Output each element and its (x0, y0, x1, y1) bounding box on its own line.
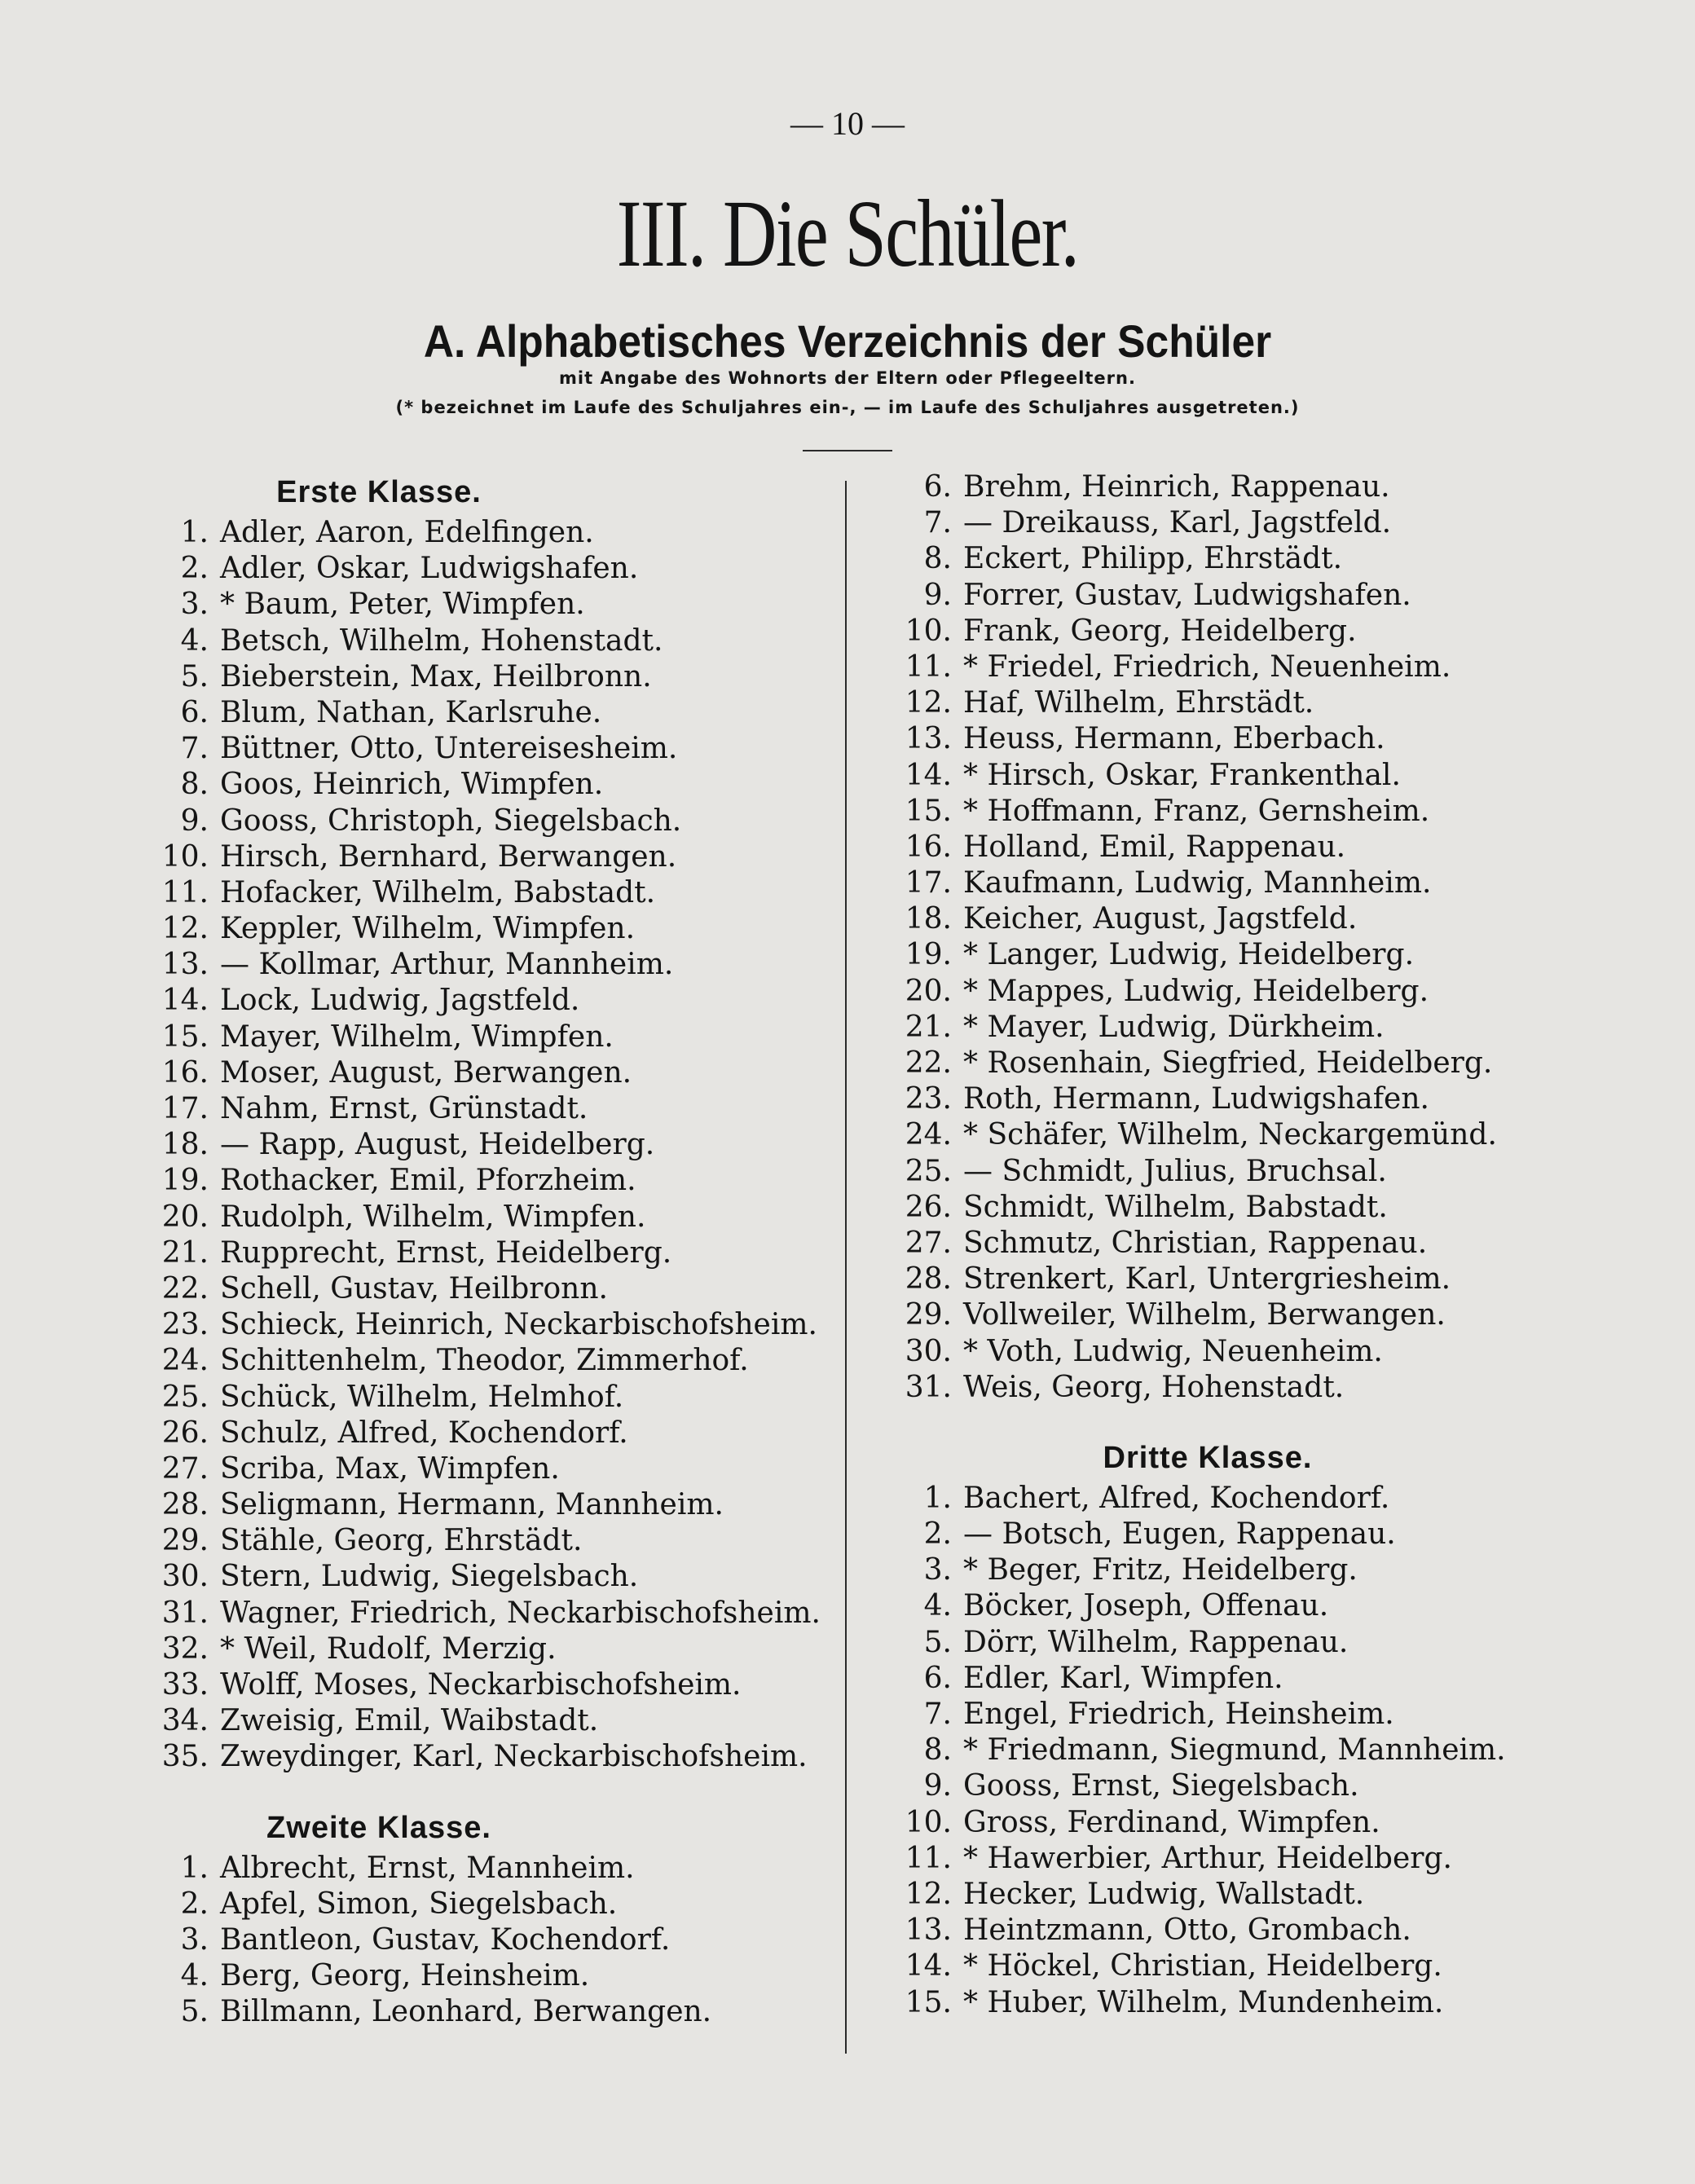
student-entry (882, 1625, 1656, 1661)
student-entry (882, 1046, 1656, 1081)
entry-number: 24. (905, 1118, 952, 1152)
entry-number: 9. (923, 1769, 952, 1803)
entry-number: 5. (180, 659, 209, 694)
student-entry (882, 1948, 1656, 1984)
student-name: Hofacker, Wilhelm, Babstadt. (220, 875, 656, 909)
section-title: A. Alphabetisches Verzeichnis der Schüler (423, 315, 1272, 367)
entry-number: 20. (905, 974, 952, 1008)
student-entry (139, 839, 913, 875)
student-entry (882, 1117, 1656, 1153)
student-entry (139, 983, 913, 1019)
student-name: Keicher, August, Jagstfeld. (963, 902, 1358, 936)
student-name: Nahm, Ernst, Grünstadt. (220, 1092, 588, 1125)
entry-number: 33. (161, 1668, 209, 1702)
subtitle-legend: (* bezeichnet im Laufe des Schuljahres ein-, — im Laufe des Schuljahres ausgetreten.) (395, 398, 1300, 417)
student-entry (882, 578, 1656, 614)
student-name: Adler, Aaron, Edelfingen. (220, 516, 594, 549)
student-name: Gross, Ferdinand, Wimpfen. (963, 1805, 1380, 1839)
entry-number: 2. (180, 552, 209, 586)
student-entry (882, 1841, 1656, 1877)
student-entry (882, 865, 1656, 901)
entry-number: 21. (161, 1235, 209, 1270)
student-entry (882, 1768, 1656, 1804)
student-name: Schmidt, Wilhelm, Babstadt. (963, 1190, 1388, 1224)
student-name: Zweydinger, Karl, Neckarbischofsheim. (220, 1740, 808, 1774)
student-name: Schulz, Alfred, Kochendorf. (220, 1416, 628, 1450)
entry-number: 2. (180, 1887, 209, 1921)
student-name: Roth, Hermann, Ludwigshafen. (963, 1082, 1429, 1116)
student-name: Engel, Friedrich, Heinsheim. (963, 1697, 1394, 1731)
entry-number: 20. (161, 1200, 209, 1234)
student-name: Betsch, Wilhelm, Hohenstadt. (220, 623, 663, 658)
student-entry (139, 1667, 913, 1703)
student-name: Vollweiler, Wilhelm, Berwangen. (963, 1298, 1446, 1332)
student-name: Holland, Emil, Rappenau. (963, 830, 1346, 864)
entry-number: 31. (161, 1596, 209, 1630)
entry-number: 30. (905, 1334, 952, 1368)
student-name: Schieck, Heinrich, Neckarbischofsheim. (220, 1308, 817, 1342)
student-entry (882, 1661, 1656, 1697)
student-name: Blum, Nathan, Karlsruhe. (220, 695, 602, 729)
student-name: — Rapp, August, Heidelberg. (220, 1128, 655, 1162)
left-column (139, 469, 913, 2031)
page-title: III. Die Schüler. (616, 180, 1079, 287)
entry-number: 23. (161, 1308, 209, 1342)
student-name: Gooss, Ernst, Siegelsbach. (963, 1769, 1359, 1803)
entry-number: 9. (180, 804, 209, 838)
entry-number: 6. (923, 1661, 952, 1695)
student-entry (882, 1805, 1656, 1841)
student-name: — Kollmar, Arthur, Mannheim. (220, 948, 674, 982)
entry-number: 26. (905, 1190, 952, 1224)
student-name: * Hawerbier, Arthur, Heidelberg. (963, 1841, 1452, 1875)
student-entry (882, 541, 1656, 577)
entry-number: 31. (905, 1370, 952, 1404)
student-name: Strenkert, Karl, Untergriesheim. (963, 1262, 1451, 1297)
entry-number: 1. (180, 1851, 209, 1885)
student-name: Rothacker, Emil, Pforzheim. (220, 1164, 636, 1198)
student-entry (882, 758, 1656, 794)
entry-number: 19. (161, 1164, 209, 1198)
student-entry (882, 721, 1656, 757)
student-entry (882, 901, 1656, 937)
student-name: Mayer, Wilhelm, Wimpfen. (220, 1019, 614, 1054)
student-entry (882, 685, 1656, 721)
student-entry (882, 1154, 1656, 1190)
student-name: Lock, Ludwig, Jagstfeld. (220, 984, 580, 1018)
entry-number: 10. (905, 1805, 952, 1839)
student-name: Brehm, Heinrich, Rappenau. (963, 470, 1390, 504)
entry-number: 14. (161, 984, 209, 1018)
entry-number: 27. (905, 1226, 952, 1260)
student-name: Hirsch, Bernhard, Berwangen. (220, 839, 677, 874)
student-name: * Mayer, Ludwig, Dürkheim. (963, 1010, 1385, 1044)
student-name: Berg, Georg, Heinsheim. (220, 1959, 590, 1993)
entry-number: 25. (905, 1154, 952, 1188)
student-name: Albrecht, Ernst, Mannheim. (220, 1851, 635, 1885)
student-name: * Weil, Rudolf, Merzig. (220, 1631, 557, 1666)
student-entry (139, 1307, 913, 1343)
section-gap (882, 1406, 1656, 1435)
entry-number: 9. (923, 578, 952, 612)
entry-number: 13. (161, 948, 209, 982)
student-name: Bantleon, Gustav, Kochendorf. (220, 1922, 671, 1957)
entry-number: 12. (161, 912, 209, 946)
student-entry (882, 1081, 1656, 1117)
entry-number: 16. (161, 1055, 209, 1090)
entry-number: 15. (905, 1985, 952, 2019)
student-name: Böcker, Joseph, Offenau. (963, 1589, 1329, 1623)
student-entry (139, 1631, 913, 1667)
student-name: * Hirsch, Oskar, Frankenthal. (963, 758, 1401, 792)
student-entry (139, 1416, 913, 1451)
student-name: * Hoffmann, Franz, Gernsheim. (963, 794, 1430, 828)
student-name: * Friedel, Friedrich, Neuenheim. (963, 649, 1451, 684)
entry-number: 7. (923, 1697, 952, 1731)
entry-number: 26. (161, 1416, 209, 1450)
student-name: Wolff, Moses, Neckarbischofsheim. (220, 1668, 742, 1702)
entry-number: 32. (161, 1631, 209, 1666)
student-name: Schmutz, Christian, Rappenau. (963, 1226, 1428, 1260)
student-entry (139, 1887, 913, 1922)
entry-number: 29. (905, 1298, 952, 1332)
student-entry (139, 1922, 913, 1958)
student-name: Zweisig, Emil, Waibstadt. (220, 1704, 599, 1738)
student-entry (882, 1517, 1656, 1552)
student-name: Haf, Wilhelm, Ehrstädt. (963, 686, 1314, 720)
entry-number: 14. (905, 1949, 952, 1984)
student-entry (139, 947, 913, 983)
student-name: Weis, Georg, Hohenstadt. (963, 1370, 1345, 1404)
entry-number: 16. (905, 830, 952, 864)
student-entry (139, 551, 913, 587)
student-entry (882, 1226, 1656, 1262)
student-entry (139, 1127, 913, 1163)
entry-number: 4. (180, 1959, 209, 1993)
student-entry (139, 1380, 913, 1416)
student-name: Wagner, Friedrich, Neckarbischofsheim. (220, 1596, 821, 1630)
student-name: Forrer, Gustav, Ludwigshafen. (963, 578, 1411, 612)
student-entry (882, 1985, 1656, 2021)
student-entry (882, 1190, 1656, 1226)
entry-number: 34. (161, 1704, 209, 1738)
student-entry (139, 1994, 913, 2030)
entry-number: 6. (923, 470, 952, 504)
entry-number: 7. (923, 506, 952, 540)
entry-number: 35. (161, 1740, 209, 1774)
student-entry (139, 731, 913, 767)
entry-number: 17. (905, 866, 952, 900)
student-entry (139, 623, 913, 659)
student-entry (882, 1334, 1656, 1370)
student-entry (882, 649, 1656, 685)
entry-number: 1. (180, 516, 209, 549)
entry-number: 22. (905, 1046, 952, 1080)
entry-number: 3. (180, 1922, 209, 1957)
student-entry (882, 1913, 1656, 1948)
student-name: Keppler, Wilhelm, Wimpfen. (220, 912, 636, 946)
title-rule (803, 450, 892, 451)
class-heading: Dritte Klasse. (1103, 1440, 1313, 1475)
student-name: Rupprecht, Ernst, Heidelberg. (220, 1235, 672, 1270)
student-name: Bieberstein, Max, Heilbronn. (220, 659, 652, 694)
student-entry (139, 1739, 913, 1775)
entry-number: 21. (905, 1010, 952, 1044)
student-name: * Baum, Peter, Wimpfen. (220, 588, 585, 622)
page-number: — 10 — (790, 105, 905, 142)
student-name: * Beger, Fritz, Heidelberg. (963, 1553, 1358, 1587)
student-entry (882, 469, 1656, 505)
student-entry (139, 587, 913, 623)
entry-number: 29. (161, 1524, 209, 1558)
entry-number: 27. (161, 1451, 209, 1486)
student-entry (139, 1487, 913, 1523)
entry-number: 17. (161, 1092, 209, 1125)
student-entry (139, 1703, 913, 1739)
class-heading: Zweite Klasse. (266, 1810, 491, 1845)
entry-number: 18. (905, 902, 952, 936)
student-entry (139, 515, 913, 551)
student-entry (882, 794, 1656, 830)
student-entry (139, 1596, 913, 1631)
student-name: Büttner, Otto, Untereisesheim. (220, 732, 678, 766)
entry-number: 18. (161, 1128, 209, 1162)
entry-number: 11. (905, 649, 952, 684)
student-entry (882, 1010, 1656, 1046)
student-name: Gooss, Christoph, Siegelsbach. (220, 804, 682, 838)
entry-number: 8. (923, 1733, 952, 1768)
student-name: Adler, Oskar, Ludwigshafen. (220, 552, 639, 586)
entry-number: 7. (180, 732, 209, 766)
entry-number: 12. (905, 686, 952, 720)
entry-number: 2. (923, 1517, 952, 1552)
entry-number: 15. (161, 1019, 209, 1054)
entry-number: 12. (905, 1877, 952, 1911)
entry-number: 4. (180, 623, 209, 658)
student-entry (139, 695, 913, 731)
student-entry (139, 1559, 913, 1595)
student-name: Scriba, Max, Wimpfen. (220, 1451, 560, 1486)
right-column (882, 469, 1656, 2021)
entry-number: 1. (923, 1481, 952, 1515)
student-name: Frank, Georg, Heidelberg. (963, 614, 1357, 648)
entry-number: 19. (905, 938, 952, 972)
student-entry (139, 1163, 913, 1199)
student-entry (139, 1343, 913, 1379)
section-gap (139, 1776, 913, 1805)
entry-number: 11. (161, 875, 209, 909)
student-entry (882, 1697, 1656, 1733)
subtitle-residence-note: mit Angabe des Wohnorts der Eltern oder Pflegeeltern. (559, 368, 1136, 388)
student-entry (882, 830, 1656, 865)
entry-number: 30. (161, 1560, 209, 1594)
entry-number: 8. (180, 768, 209, 802)
student-name: Billmann, Leonhard, Berwangen. (220, 1995, 712, 2029)
student-name: Bachert, Alfred, Kochendorf. (963, 1481, 1390, 1515)
student-name: Eckert, Philipp, Ehrstädt. (963, 542, 1343, 576)
student-entry (139, 1235, 913, 1271)
student-name: * Langer, Ludwig, Heidelberg. (963, 938, 1415, 972)
entry-number: 8. (923, 542, 952, 576)
student-name: — Schmidt, Julius, Bruchsal. (963, 1154, 1387, 1188)
student-entry (882, 1733, 1656, 1768)
student-entry (139, 1451, 913, 1487)
student-name: * Friedmann, Siegmund, Mannheim. (963, 1733, 1506, 1768)
student-entry (882, 1370, 1656, 1406)
student-name: Stähle, Georg, Ehrstädt. (220, 1524, 583, 1558)
student-entry (139, 1851, 913, 1887)
student-entry (882, 1297, 1656, 1333)
student-entry (882, 1588, 1656, 1624)
student-name: Seligmann, Hermann, Mannheim. (220, 1488, 724, 1522)
student-entry (139, 1200, 913, 1235)
student-entry (882, 505, 1656, 541)
student-name: * Huber, Wilhelm, Mundenheim. (963, 1985, 1444, 2019)
entry-number: 24. (161, 1344, 209, 1378)
student-name: — Dreikauss, Karl, Jagstfeld. (963, 506, 1392, 540)
student-entry (139, 1958, 913, 1994)
student-entry (139, 1271, 913, 1307)
entry-number: 28. (161, 1488, 209, 1522)
student-name: Schittenhelm, Theodor, Zimmerhof. (220, 1344, 749, 1378)
student-name: * Voth, Ludwig, Neuenheim. (963, 1334, 1383, 1368)
student-entry (139, 875, 913, 911)
student-entry (139, 1091, 913, 1127)
student-entry (139, 659, 913, 695)
student-name: Heuss, Hermann, Eberbach. (963, 722, 1385, 756)
entry-number: 11. (905, 1841, 952, 1875)
student-name: Dörr, Wilhelm, Rappenau. (963, 1625, 1349, 1659)
entry-number: 14. (905, 758, 952, 792)
student-name: Moser, August, Berwangen. (220, 1055, 632, 1090)
student-name: Rudolph, Wilhelm, Wimpfen. (220, 1200, 646, 1234)
student-name: Schück, Wilhelm, Helmhof. (220, 1380, 624, 1414)
student-name: * Schäfer, Wilhelm, Neckargemünd. (963, 1118, 1497, 1152)
entry-number: 23. (905, 1082, 952, 1116)
student-name: Hecker, Ludwig, Wallstadt. (963, 1877, 1365, 1911)
student-entry (139, 1055, 913, 1091)
entry-number: 5. (923, 1625, 952, 1659)
student-entry (139, 1523, 913, 1559)
entry-number: 3. (180, 588, 209, 622)
entry-number: 10. (905, 614, 952, 648)
student-entry (139, 1019, 913, 1055)
student-entry (882, 1262, 1656, 1297)
student-name: * Rosenhain, Siegfried, Heidelberg. (963, 1046, 1493, 1080)
student-name: Stern, Ludwig, Siegelsbach. (220, 1560, 639, 1594)
entry-number: 28. (905, 1262, 952, 1297)
student-entry (882, 937, 1656, 973)
entry-number: 13. (905, 1913, 952, 1948)
student-name: Edler, Karl, Wimpfen. (963, 1661, 1283, 1695)
entry-number: 13. (905, 722, 952, 756)
student-entry (882, 1481, 1656, 1517)
student-entry (139, 911, 913, 947)
student-entry (139, 767, 913, 803)
student-name: Apfel, Simon, Siegelsbach. (220, 1887, 618, 1921)
entry-number: 4. (923, 1589, 952, 1623)
student-entry (139, 804, 913, 839)
student-entry (882, 974, 1656, 1010)
entry-number: 22. (161, 1271, 209, 1306)
student-entry (882, 614, 1656, 649)
student-entry (882, 1877, 1656, 1913)
class-heading: Erste Klasse. (276, 475, 482, 509)
student-entry (882, 1552, 1656, 1588)
student-name: * Höckel, Christian, Heidelberg. (963, 1949, 1442, 1984)
entry-number: 10. (161, 839, 209, 874)
student-name: Schell, Gustav, Heilbronn. (220, 1271, 608, 1306)
entry-number: 15. (905, 794, 952, 828)
entry-number: 6. (180, 695, 209, 729)
student-name: — Botsch, Eugen, Rappenau. (963, 1517, 1396, 1552)
entry-number: 3. (923, 1553, 952, 1587)
student-name: Goos, Heinrich, Wimpfen. (220, 768, 604, 802)
student-name: * Mappes, Ludwig, Heidelberg. (963, 974, 1429, 1008)
student-name: Kaufmann, Ludwig, Mannheim. (963, 866, 1432, 900)
entry-number: 25. (161, 1380, 209, 1414)
entry-number: 5. (180, 1995, 209, 2029)
student-name: Heintzmann, Otto, Grombach. (963, 1913, 1411, 1948)
